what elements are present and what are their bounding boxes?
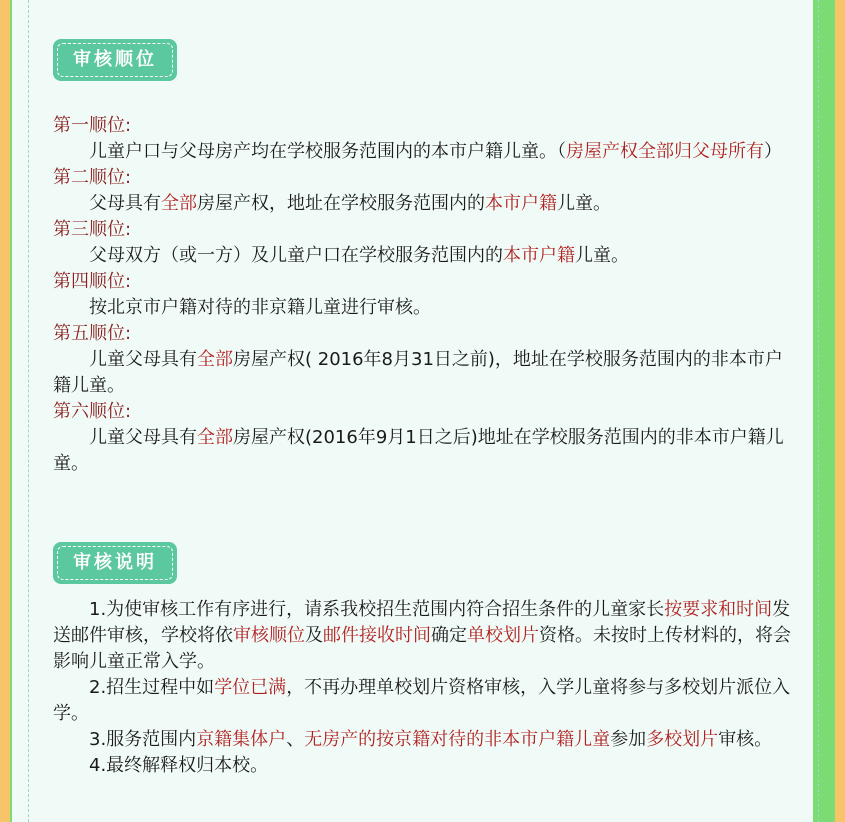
section-title-badge-review-order (53, 39, 177, 81)
rank-label: 第二顺位: (53, 167, 132, 188)
section-title-review-notes: 审核说明 (57, 546, 173, 580)
body-text-span: 儿童父母具有 (89, 349, 197, 370)
highlight-text: 审核顺位 (233, 625, 305, 646)
highlight-text: 全部 (197, 427, 233, 448)
highlight-text: 邮件接收时间 (323, 625, 431, 646)
highlight-text: 京籍集体户 (196, 729, 287, 750)
highlight-text: 本市户籍 (503, 245, 575, 266)
highlight-text: 单校划片 (467, 625, 539, 646)
note-paragraph (53, 753, 799, 779)
body-text-span: 发送邮件审核，学校将依 (53, 599, 791, 646)
body-text-span: 资格。未按时上传材料的，将会影响儿童正常入学。 (53, 625, 791, 672)
body-text-span: 父母双方（或一方）及儿童户口在学校服务范围内的 (89, 245, 503, 266)
rank-label: 第一顺位: (53, 115, 132, 136)
note-paragraph (53, 727, 799, 753)
body-text-span: ，不再办理单校划片资格审核，入学儿童将参与多校划片派位入学。 (53, 677, 791, 724)
body-text-span: 儿童。 (575, 245, 629, 266)
body-text-span: 、 (286, 729, 305, 750)
highlight-text: 全部 (161, 193, 197, 214)
note-paragraph (53, 597, 799, 675)
highlight-text: 多校划片 (646, 729, 719, 750)
body-text-span: 确定 (431, 625, 467, 646)
body-text-span: 1.为使审核工作有序进行，请系我校招生范围内符合招生条件的儿童家长 (89, 599, 665, 620)
section-title-badge-review-notes (53, 542, 177, 584)
body-text-span: 房屋产权( 2016年8月31日之前)，地址在学校服务范围内的非本市户籍儿童。 (53, 349, 783, 396)
highlight-text: 无房产的按京籍对待的非本市户籍儿童 (304, 729, 611, 750)
body-text-span: 按北京市户籍对待的非京籍儿童进行审核。 (89, 297, 431, 318)
rank-description (53, 191, 799, 217)
body-text-span: 房屋产权，地址在学校服务范围内的 (197, 193, 485, 214)
highlight-text: 全部 (197, 349, 233, 370)
body-text-span: 审核。 (718, 729, 773, 750)
review-order-list (53, 113, 799, 477)
body-text-span: 及 (305, 625, 323, 646)
body-text-span: 参加 (610, 729, 647, 750)
highlight-text: 学位已满 (214, 677, 287, 698)
rank-description (53, 347, 799, 399)
body-text-span: ） (764, 141, 782, 162)
body-text-span: 房屋产权(2016年9月1日之后)地址在学校服务范围内的非本市户籍儿童。 (53, 427, 784, 474)
body-text-span: 父母具有 (89, 193, 161, 214)
rank-label: 第四顺位: (53, 271, 132, 292)
body-text-span: 儿童户口与父母房产均在学校服务范围内的本市户籍儿童。（ (89, 141, 566, 162)
rank-description (53, 139, 799, 165)
rank-label: 第五顺位: (53, 323, 132, 344)
body-text-span: 儿童父母具有 (89, 427, 197, 448)
rank-description (53, 425, 799, 477)
highlight-text: 按要求和时间 (664, 599, 773, 620)
rank-description (53, 295, 799, 321)
body-text-span: 3.服务范围内 (89, 729, 197, 750)
highlight-text: 本市户籍 (485, 193, 557, 214)
body-text-span: 儿童。 (557, 193, 611, 214)
body-text-span: 2.招生过程中如 (89, 677, 215, 698)
review-notes-list (53, 597, 799, 779)
rank-label: 第六顺位: (53, 401, 132, 422)
body-text-span: 4.最终解释权归本校。 (89, 755, 269, 776)
rank-label: 第三顺位: (53, 219, 132, 240)
note-paragraph (53, 675, 799, 727)
rank-description (53, 243, 799, 269)
highlight-text: 房屋产权全部归父母所有 (566, 141, 764, 162)
section-title-review-order: 审核顺位 (57, 43, 173, 77)
